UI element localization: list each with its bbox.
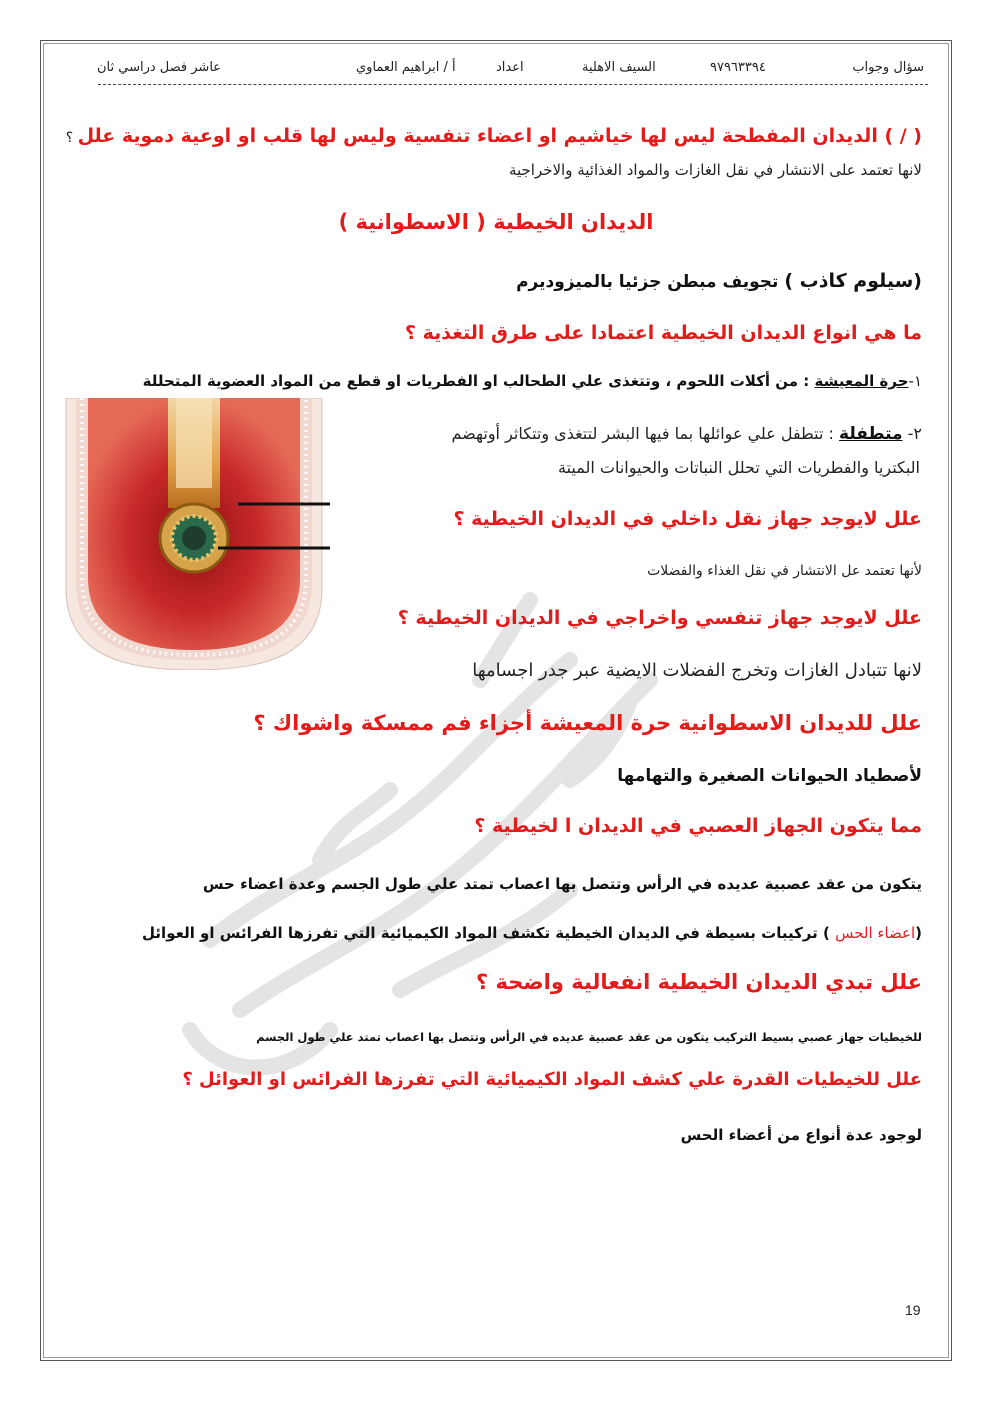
q4-answer: لانها تتبادل الغازات وتخرج الفضلات الايضية عبر جدر اجسامها (472, 660, 922, 681)
pseudocoelom-label: (سيلوم كاذب ) (784, 270, 922, 292)
header-phone: ٩٧٩٦٣٣٩٤ (710, 60, 766, 75)
header-school: السيف الاهلية (582, 60, 656, 75)
q1-mark: ( / ) (884, 125, 922, 147)
sense-organs-text: ) تركيبات بسيطة في الديدان الخيطية تكشف المواد الكيميائية التي تفرزها الفرائس او العوائل (142, 924, 836, 942)
q1-text: الديدان المفطحة ليس لها خياشيم او اعضاء تنفسية وليس لها قلب او اوعية دموية علل (77, 125, 885, 147)
q5-answer: لأصطياد الحيوانات الصغيرة والتهامها (617, 766, 922, 786)
pseudocoelom-definition (516, 270, 922, 292)
q2-item1 (143, 372, 922, 390)
q2-item2-term: متطفلة (839, 424, 903, 444)
q2-item2 (451, 424, 922, 444)
q2-question: ما هي انواع الديدان الخيطية اعتمادا على طرق التغذية ؟ (404, 322, 922, 344)
q1-question-mark: ؟ (65, 130, 78, 146)
q3-answer: لأنها تعتمد عل الانتشار في نقل الغذاء والفضلات (647, 563, 922, 579)
q7-answer: للخيطيات جهاز عصبي بسيط التركيب يتكون من عقد عصبية عديده في الرأس وتتصل بها اعصاب تمتد علي طول الجسم (256, 1030, 922, 1044)
section-title: الديدان الخيطية ( الاسطوانية ) (338, 210, 654, 234)
pseudocoelom-text: تجويف مبطن جزئيا بالميزوديرم (516, 272, 785, 292)
q8-question: علل للخيطيات القدرة علي كشف المواد الكيميائية التي تفرزها الفرائس او العوائل ؟ (182, 1069, 922, 1090)
q6-answer: يتكون من عقد عصبية عديده في الرأس وتتصل بها اعصاب تمتد علي طول الجسم وعدة اعضاء حس (202, 875, 922, 893)
q8-answer: لوجود عدة أنواع من أعضاء الحس (680, 1126, 922, 1144)
q3-question: علل لايوجد جهاز نقل داخلي في الديدان الخيطية ؟ (453, 508, 922, 530)
header-title: سؤال وجواب (852, 60, 924, 75)
nematode-cross-section-illustration (58, 398, 330, 670)
header-prepared-by: اعداد (496, 60, 524, 75)
q2-item1-term: حرة المعيشة (814, 372, 909, 390)
q2-item1-number: ١- (908, 372, 922, 390)
q2-item2-text: : تتطفل علي عوائلها بما فيها البشر لتتغذى وتتكاثر أوتهضم (451, 424, 840, 443)
sense-open-paren: ( (915, 924, 922, 942)
q2-item2-continuation: البكتريا والفطريات التي تحلل النباتات والحيوانات الميتة (558, 458, 920, 477)
header-author: أ / ابراهيم العماوي (356, 60, 456, 75)
q6-question: مما يتكون الجهاز العصبي في الديدان ا لخيطية ؟ (474, 815, 922, 837)
q7-question: علل تبدي الديدان الخيطية انفعالية واضحة ؟ (476, 970, 922, 994)
page-number: 19 (905, 1302, 921, 1318)
q4-question: علل لايوجد جهاز تنفسي واخراجي في الديدان الخيطية ؟ (397, 607, 922, 629)
sense-organs-definition (142, 924, 922, 942)
q2-item1-text: : من أكلات اللحوم ، وتتغذى علي الطحالب او الفطريات او قطع من المواد العضوية المتحللة (142, 372, 815, 390)
header-grade: عاشر فصل دراسي ثان (97, 60, 222, 75)
sense-organs-label: اعضاء الحس (835, 924, 916, 942)
header-divider (98, 84, 928, 85)
q2-item2-number: ٢- (902, 424, 922, 443)
q1-answer: لانها تعتمد على الانتشار في نقل الغازات والمواد الغذائية والاخراجية (508, 161, 922, 179)
q1-question (66, 125, 922, 147)
q5-question: علل للديدان الاسطوانية حرة المعيشة أجزاء فم ممسكة واشواك ؟ (253, 711, 922, 735)
